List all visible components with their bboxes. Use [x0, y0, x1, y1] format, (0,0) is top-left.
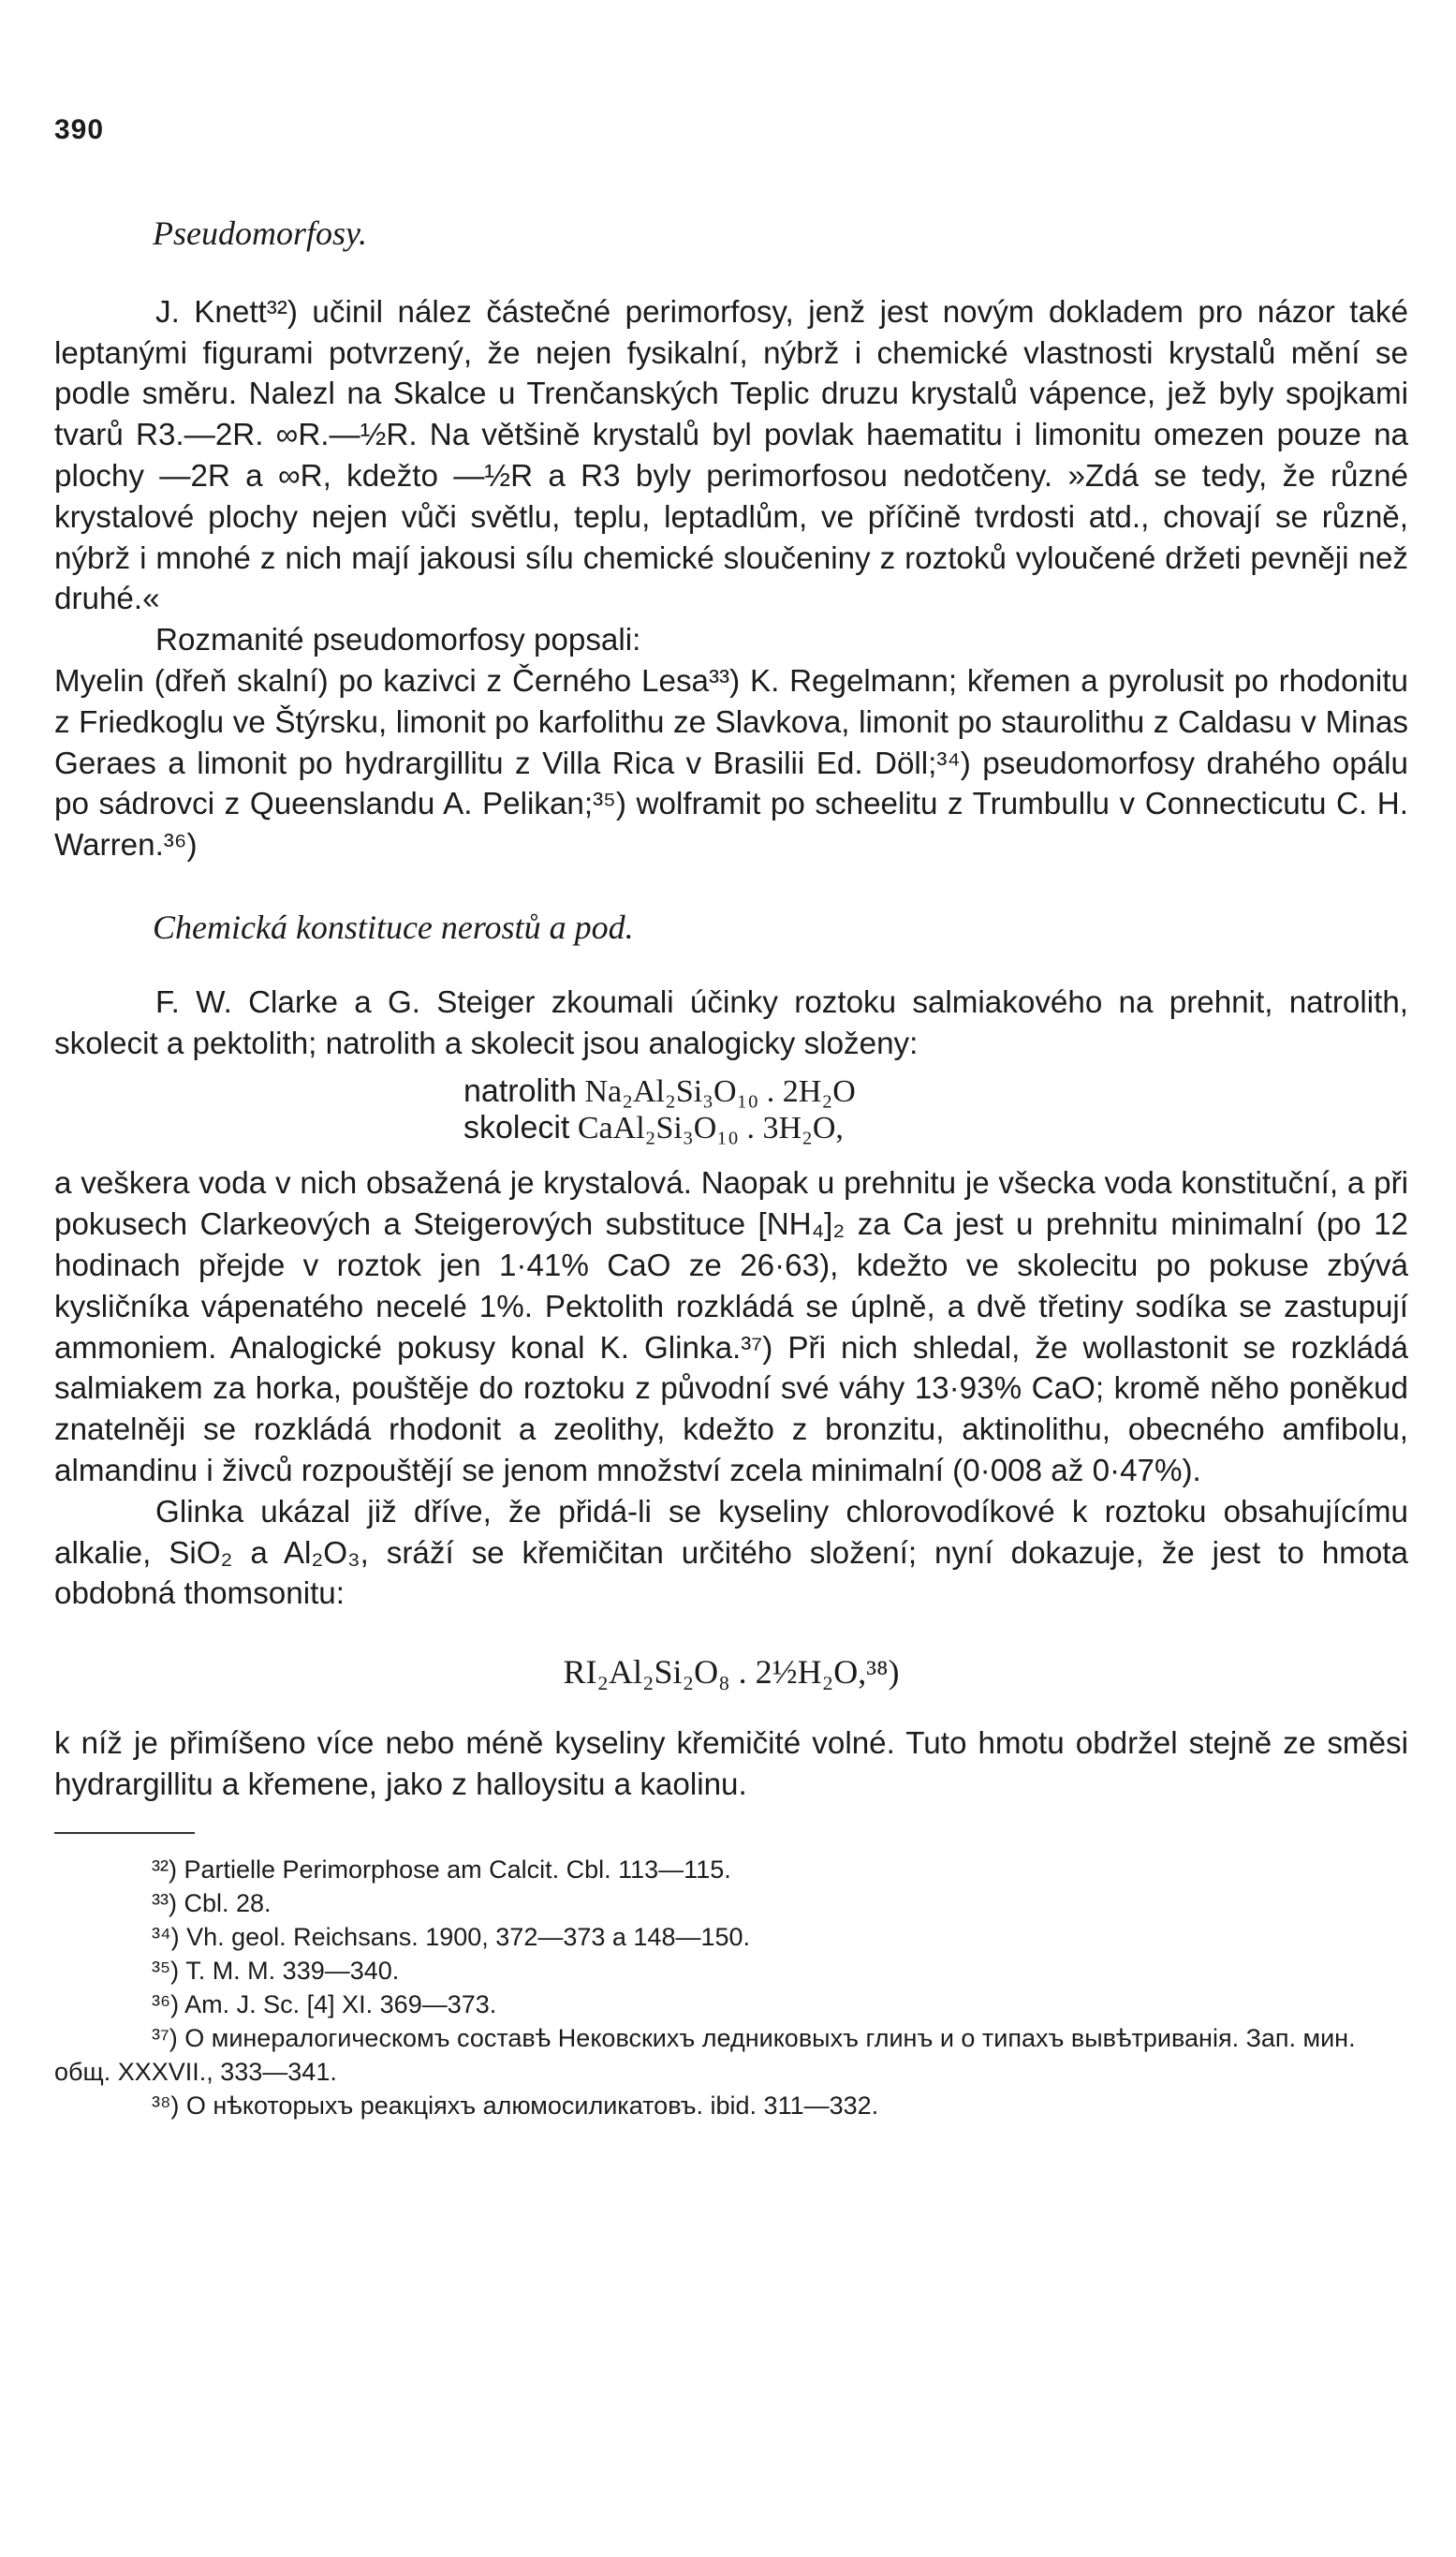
footnote-34: ³⁴) Vh. geol. Reichsans. 1900, 372—373 a 148—150.: [152, 1922, 751, 1951]
footnote-38: ³⁸) О нѣкоторыхъ реакціяхъ алюмосиликатовъ. ibid. 311—332.: [152, 2091, 879, 2120]
paragraph-pseudomorphs-list: Myelin (dřeň skalní) po kazivci z Černého Lesa³³) K. Regelmann; křemen a pyrolusit po rhodonitu z Friedkoglu ve Štýrsku, limonit po karfolithu ze Slavkova, limonit po staurolithu z Caldasu v Minas Geraes a limonit po hydrargillitu z Villa Rica v Brasilii Ed. Döll;³⁴) pseudomorfosy drahého opálu po sádrovci z Queenslandu A. Pelikan;³⁵) wolframit po scheelitu z Trumbullu v Connecticutu C. H. Warren.³⁶): [54, 663, 1408, 864]
formula-row-skolecit: [463, 1110, 1408, 1146]
footnote-33: ³³) Cbl. 28.: [152, 1888, 272, 1917]
paragraph-knett: J. Knett³²) učinil nález částečné perimorfosy, jenž jest novým dokladem pro názor také leptanými figurami potvrzený, že nejen fysikalní, nýbrž i chemické vlastnosti krystalů mění se podle směru. Nalezl na Skalce u Trenčanských Teplic druzu krystalů vápence, jež byly spojkami tvarů R3.—2R. ∞R.—½R. Na většině krystalů byl povlak haematitu i limonitu omezen pouze na plochy —2R a ∞R, kdežto —½R a R3 byly perimorfosou nedotčeny. »Zdá se tedy, že různé krystalové plochy nejen vůči světlu, teplu, leptadlům, ve příčině tvrdosti atd., chovají se různě, nýbrž i mnohé z nich mají jakousi sílu chemické sloučeniny z roztoků vyloučené držeti pevněji než druhé.«: [54, 294, 1408, 617]
section-heading-chemicka-konstituce: Chemická konstituce nerostů a pod.: [153, 908, 634, 946]
paragraph-clarke-steiger: F. W. Clarke a G. Steiger zkoumali účinky roztoku salmiakového na prehnit, natrolith, skolecit a pektolith; natrolith a skolecit jsou analogicky složeny:: [54, 984, 1408, 1061]
formula-expression: CaAl₂Si₃O₁₀ . 3H₂O,: [577, 1111, 844, 1146]
page-number: 390: [54, 114, 105, 145]
formula-name: skolecit: [463, 1110, 570, 1146]
paragraph-rozmanite-intro: Rozmanité pseudomorfosy popsali:: [155, 623, 641, 658]
footnote-37: ³⁷) О минералогическомъ составѣ Нековскихъ ледниковыхъ глинъ и о типахъ вывѣтриванія. Зап. мин. общ. XXXVII., 333—341.: [54, 2023, 1356, 2086]
formula-name: natrolith: [463, 1073, 577, 1110]
footnotes: [54, 1853, 1408, 2122]
formula-expression: Na₂Al₂Si₃O₁₀ . 2H₂O: [584, 1074, 856, 1110]
section-heading-pseudomorfosy: Pseudomorfosy.: [153, 214, 367, 252]
footnote-32: ³²) Partielle Perimorphose am Calcit. Cbl. 113—115.: [152, 1855, 731, 1884]
footnote-35: ³⁵) T. M. M. 339—340.: [152, 1956, 400, 1985]
formula-thomsonite: RI₂Al₂Si₂O₈ . 2½H₂O,³⁸): [563, 1653, 900, 1692]
footnote-36: ³⁶) Am. J. Sc. [4] XI. 369—373.: [152, 1989, 497, 2018]
formula-block: [463, 1073, 1408, 1146]
paragraph-glinka: Glinka ukázal již dříve, že přidá-li se kyseliny chlorovodíkové k roztoku obsahujícímu alkalie, SiO₂ a Al₂O₃, sráží se křemičitan určitého složení; nyní dokazuje, že jest to hmota obdobná thomsonitu:: [54, 1494, 1408, 1612]
paragraph-conclusion: k níž je přimíšeno více nebo méně kyseliny křemičité volné. Tuto hmotu obdržel stejně ze směsi hydrargillitu a křemene, jako z halloysitu a kaolinu.: [54, 1725, 1408, 1802]
paragraph-water-prehnit: a veškera voda v nich obsažená je krystalová. Naopak u prehnitu je všecka voda konstituční, a při pokusech Clarkeových a Steigerových substituce [NH₄]₂ za Ca jest u prehnitu minimalní (po 12 hodinach přejde v roztok jen 1·41% CaO ze 26·63), kdežto ve skolecitu po pokuse zbývá kysličníka vápenatého necelé 1%. Pektolith rozkládá se úplně, a dvě třetiny sodíka se zastupují ammoniem. Analogické pokusy konal K. Glinka.³⁷) Při nich shledal, že wollastonit se rozkládá salmiakem za horka, pouštěje do roztoku z původní své váhy 13·93% CaO; kromě něho poněkud znatelněji se rozkládá rhodonit a zeolithy, kdežto z bronzitu, aktinolithu, obecného amfibolu, almandinu i živců rozpouštějí se jenom množství zcela minimalní (0·008 až 0·47%).: [54, 1166, 1408, 1488]
formula-row-natrolith: [463, 1073, 1408, 1110]
page-content: [54, 214, 1408, 2122]
footnote-divider: [54, 1832, 195, 1834]
